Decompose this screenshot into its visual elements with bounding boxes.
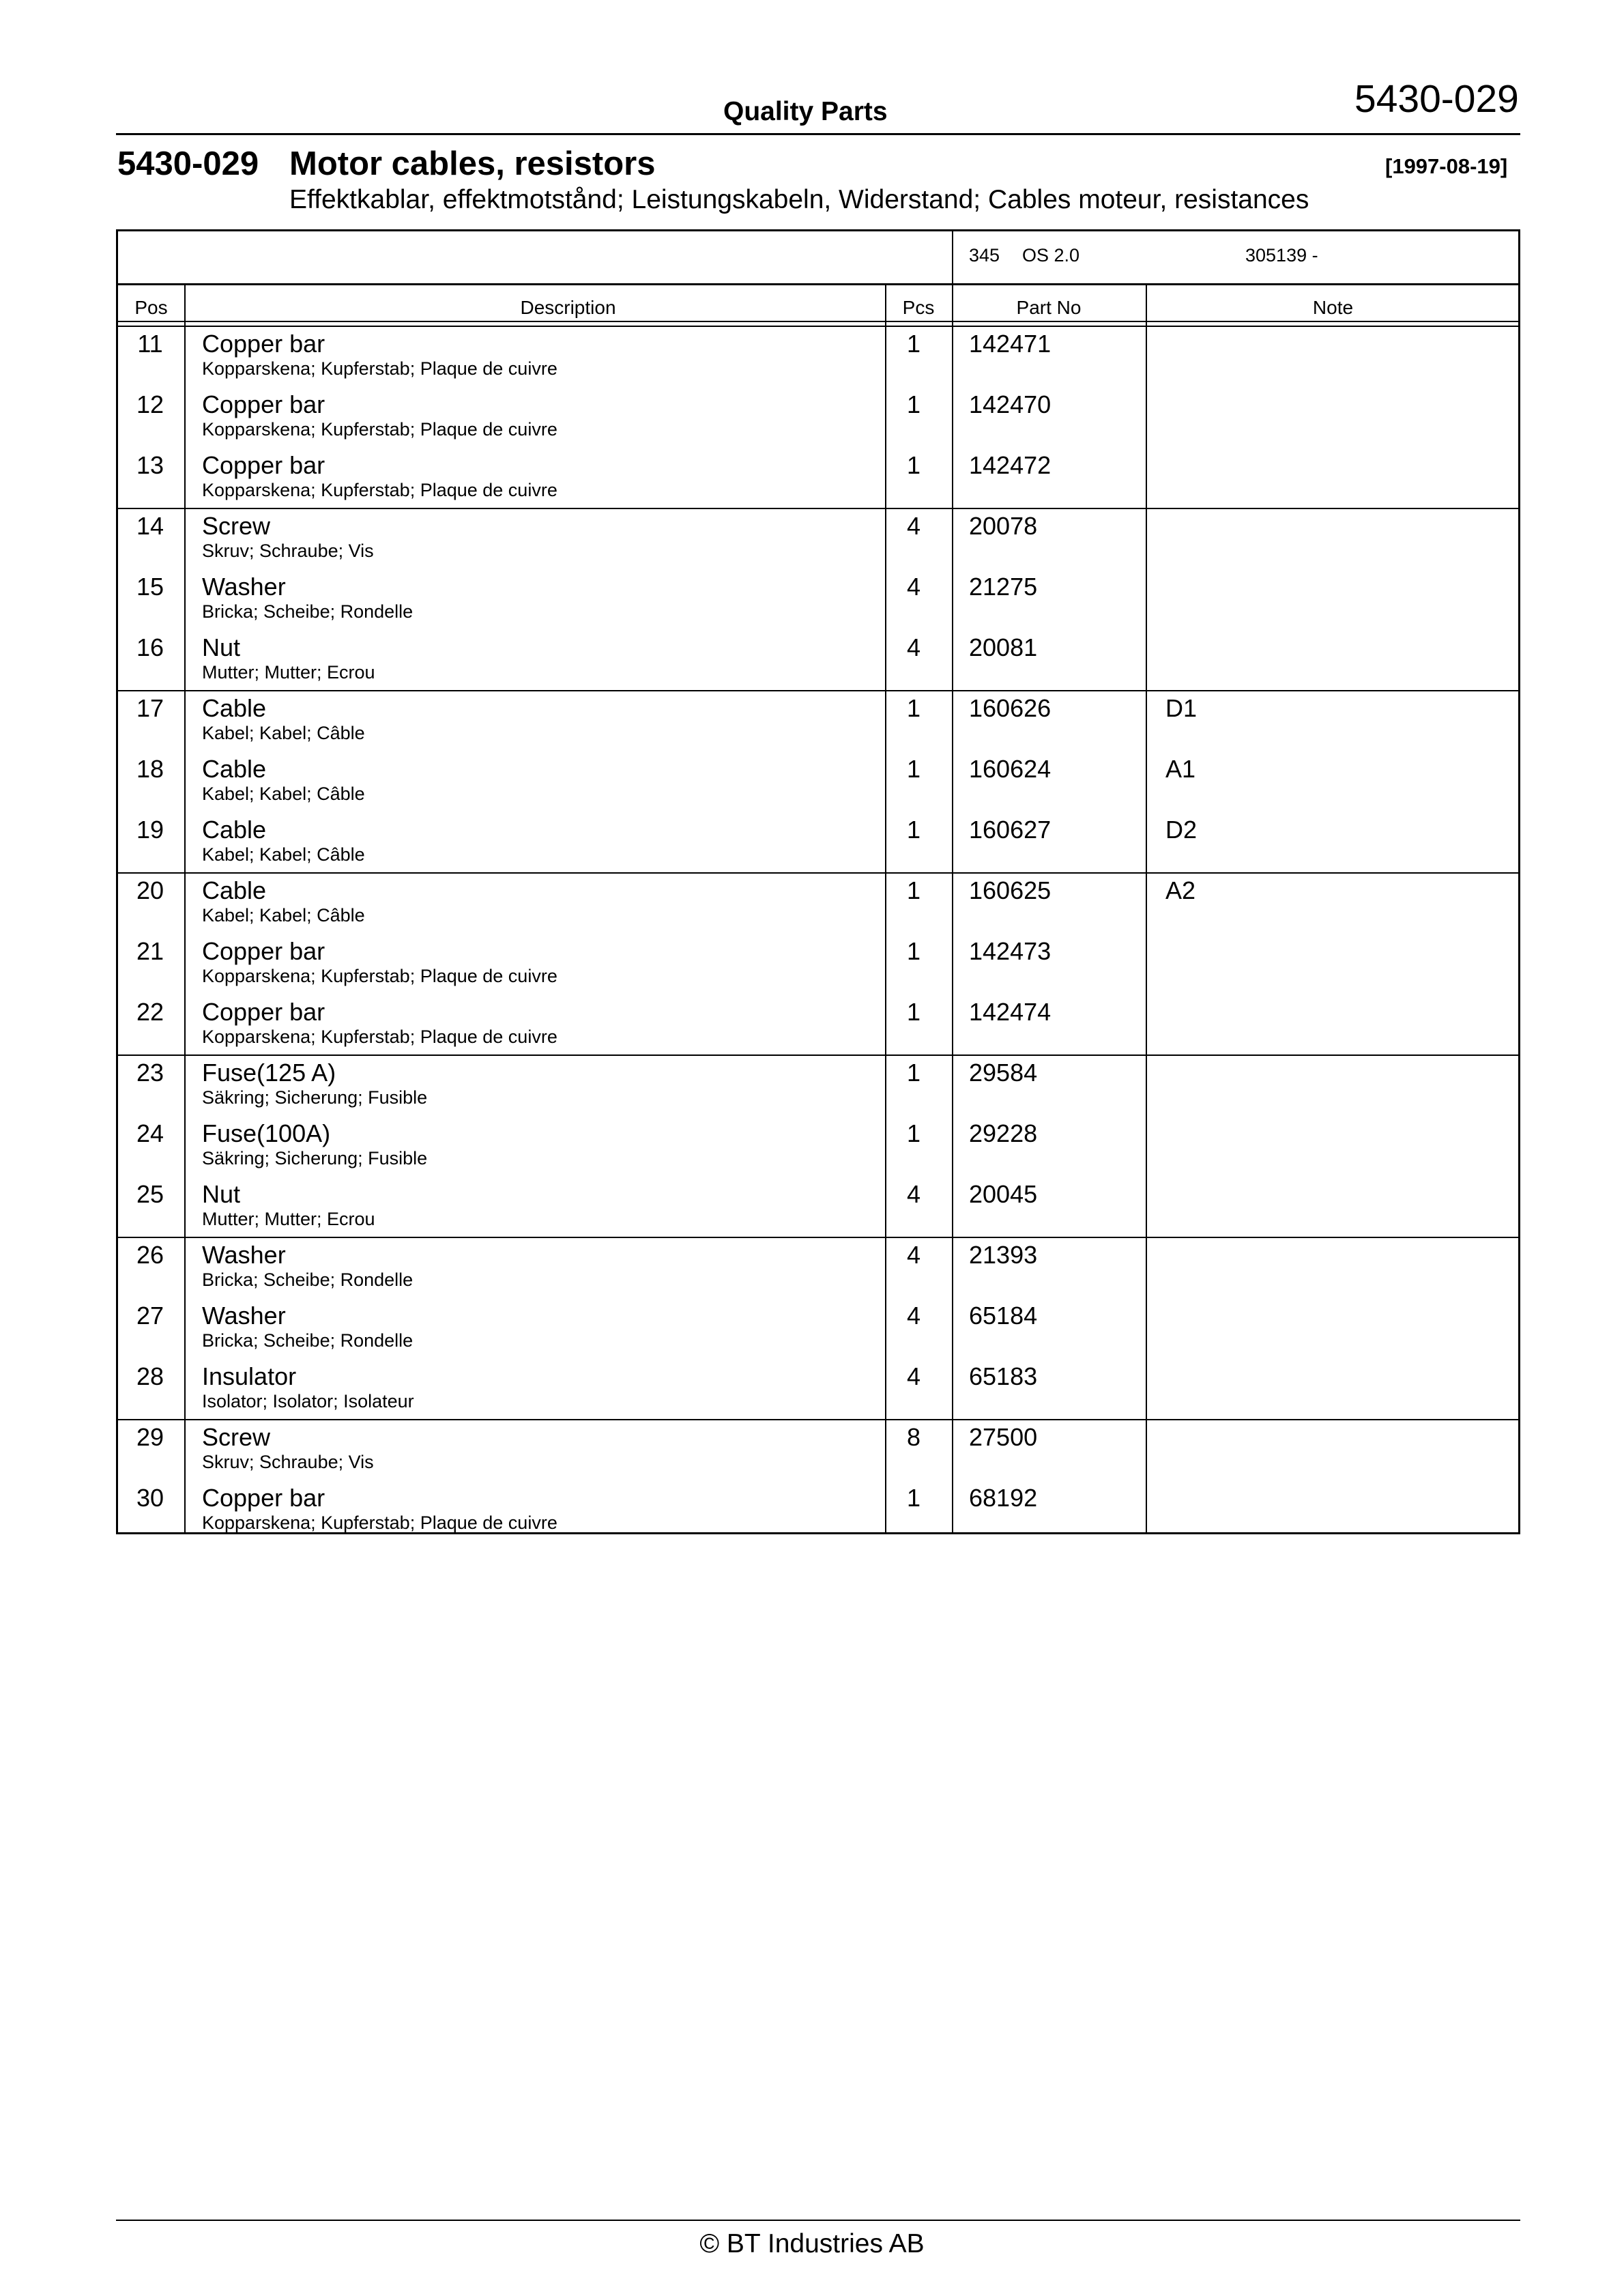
row-note: A1 — [1165, 755, 1196, 783]
row-pos: 15 — [136, 573, 164, 601]
col-divider-pos — [184, 283, 186, 1532]
row-name: Cable — [202, 694, 267, 722]
row-translation: Kabel; Kabel; Câble — [202, 784, 365, 804]
row-name: Copper bar — [202, 390, 325, 418]
col-header-pcs: Pcs — [902, 297, 935, 318]
row-translation: Säkring; Sicherung; Fusible — [202, 1148, 428, 1168]
row-pos: 21 — [136, 937, 164, 965]
group-separator — [118, 690, 1518, 691]
row-name: Washer — [202, 573, 286, 601]
parts-table — [116, 229, 1520, 1534]
row-note: A2 — [1165, 876, 1196, 904]
row-translation: Kabel; Kabel; Câble — [202, 844, 365, 865]
row-part-no: 29228 — [969, 1119, 1038, 1147]
row-pcs: 1 — [907, 1059, 921, 1087]
row-pos: 17 — [136, 694, 164, 722]
row-pos: 16 — [136, 633, 164, 661]
row-translation: Kopparskena; Kupferstab; Plaque de cuivre — [202, 1027, 557, 1047]
row-pcs: 4 — [907, 573, 921, 601]
header-rule-2 — [118, 326, 1518, 327]
row-pos: 28 — [136, 1362, 164, 1390]
group-separator — [118, 1419, 1518, 1420]
row-part-no: 68192 — [969, 1484, 1038, 1512]
page-header-title: Quality Parts — [723, 97, 888, 126]
row-part-no: 27500 — [969, 1423, 1038, 1451]
row-note: D2 — [1165, 816, 1198, 844]
row-name: Screw — [202, 1423, 271, 1451]
row-pcs: 4 — [907, 512, 921, 540]
row-translation: Kopparskena; Kupferstab; Plaque de cuivre — [202, 480, 557, 500]
row-pos: 14 — [136, 512, 164, 540]
row-part-no: 142470 — [969, 390, 1052, 418]
row-name: Insulator — [202, 1362, 297, 1390]
section-subtitle: Effektkablar, effektmotstånd; Leistungskabeln, Widerstand; Cables moteur, resistances — [289, 185, 1309, 214]
row-translation: Bricka; Scheibe; Rondelle — [202, 1330, 414, 1351]
info-model: 345 — [969, 245, 1000, 266]
row-part-no: 142473 — [969, 937, 1052, 965]
row-part-no: 65183 — [969, 1362, 1038, 1390]
row-pcs: 8 — [907, 1423, 921, 1451]
row-part-no: 21275 — [969, 573, 1038, 601]
row-translation: Skruv; Schraube; Vis — [202, 1452, 374, 1472]
row-name: Copper bar — [202, 1484, 325, 1512]
row-translation: Mutter; Mutter; Ecrou — [202, 1209, 375, 1229]
row-translation: Mutter; Mutter; Ecrou — [202, 662, 375, 683]
row-translation: Kabel; Kabel; Câble — [202, 723, 365, 743]
header-rule-1 — [118, 321, 1518, 322]
row-pos: 12 — [136, 390, 164, 418]
group-separator — [118, 1237, 1518, 1238]
row-name: Cable — [202, 876, 267, 904]
row-name: Copper bar — [202, 998, 325, 1026]
row-pos: 13 — [136, 451, 164, 479]
row-translation: Kabel; Kabel; Câble — [202, 905, 365, 925]
group-separator — [118, 508, 1518, 509]
row-pos: 11 — [137, 330, 163, 358]
row-translation: Skruv; Schraube; Vis — [202, 541, 374, 561]
footer-copyright: © BT Industries AB — [699, 2229, 925, 2258]
col-header-part-no: Part No — [1016, 297, 1082, 318]
row-translation: Bricka; Scheibe; Rondelle — [202, 601, 414, 622]
row-name: Nut — [202, 633, 241, 661]
row-pos: 23 — [136, 1059, 164, 1087]
row-pcs: 4 — [907, 1362, 921, 1390]
row-pos: 29 — [136, 1423, 164, 1451]
row-translation: Säkring; Sicherung; Fusible — [202, 1087, 428, 1108]
row-translation: Isolator; Isolator; Isolateur — [202, 1391, 414, 1411]
section-date: [1997-08-19] — [1385, 154, 1508, 178]
info-os: OS 2.0 — [1022, 245, 1080, 266]
info-row-bottom-rule — [118, 283, 1518, 285]
col-divider-description — [885, 283, 886, 1532]
col-header-note: Note — [1312, 297, 1354, 318]
row-translation: Kopparskena; Kupferstab; Plaque de cuivre — [202, 966, 557, 986]
row-pcs: 4 — [907, 633, 921, 661]
row-part-no: 21393 — [969, 1241, 1038, 1269]
row-pcs: 1 — [907, 876, 921, 904]
row-name: Nut — [202, 1180, 241, 1208]
row-translation: Bricka; Scheibe; Rondelle — [202, 1269, 414, 1290]
row-pcs: 1 — [907, 755, 921, 783]
row-part-no: 142471 — [969, 330, 1052, 358]
row-pcs: 1 — [907, 816, 921, 844]
row-pcs: 1 — [907, 1119, 921, 1147]
row-name: Copper bar — [202, 330, 325, 358]
col-divider-pcs — [952, 283, 953, 1532]
row-name: Cable — [202, 816, 267, 844]
row-pcs: 4 — [907, 1241, 921, 1269]
row-part-no: 160625 — [969, 876, 1052, 904]
row-part-no: 29584 — [969, 1059, 1038, 1087]
row-pos: 24 — [136, 1119, 164, 1147]
row-pos: 18 — [136, 755, 164, 783]
row-name: Washer — [202, 1241, 286, 1269]
row-part-no: 160627 — [969, 816, 1052, 844]
row-part-no: 20081 — [969, 633, 1038, 661]
row-part-no: 65184 — [969, 1302, 1038, 1330]
row-part-no: 20045 — [969, 1180, 1038, 1208]
page-header-code: 5430-029 — [1354, 77, 1519, 121]
section-title: Motor cables, resistors — [289, 145, 656, 182]
row-part-no: 160626 — [969, 694, 1052, 722]
col-header-pos: Pos — [134, 297, 168, 318]
row-pos: 22 — [136, 998, 164, 1026]
section-code: 5430-029 — [117, 145, 259, 182]
row-pos: 20 — [136, 876, 164, 904]
row-translation: Kopparskena; Kupferstab; Plaque de cuivre — [202, 1512, 557, 1533]
info-serial: 305139 - — [1245, 245, 1318, 266]
row-part-no: 160624 — [969, 755, 1052, 783]
row-part-no: 142474 — [969, 998, 1052, 1026]
info-divider — [952, 231, 953, 283]
row-pcs: 4 — [907, 1302, 921, 1330]
row-name: Cable — [202, 755, 267, 783]
row-pos: 27 — [136, 1302, 164, 1330]
row-note: D1 — [1165, 694, 1198, 722]
row-pcs: 1 — [907, 937, 921, 965]
row-name: Copper bar — [202, 451, 325, 479]
group-separator — [118, 1054, 1518, 1056]
row-pos: 30 — [136, 1484, 164, 1512]
col-divider-part-no — [1146, 283, 1147, 1532]
row-pcs: 1 — [907, 1484, 921, 1512]
row-part-no: 20078 — [969, 512, 1038, 540]
row-translation: Kopparskena; Kupferstab; Plaque de cuivre — [202, 419, 557, 440]
row-pcs: 1 — [907, 330, 921, 358]
footer-divider — [116, 2220, 1520, 2221]
row-name: Washer — [202, 1302, 286, 1330]
row-translation: Kopparskena; Kupferstab; Plaque de cuivre — [202, 358, 557, 379]
row-pcs: 1 — [907, 451, 921, 479]
row-name: Fuse(100A) — [202, 1119, 331, 1147]
group-separator — [118, 872, 1518, 874]
row-pos: 19 — [136, 816, 164, 844]
row-name: Copper bar — [202, 937, 325, 965]
row-pcs: 1 — [907, 998, 921, 1026]
row-pos: 25 — [136, 1180, 164, 1208]
row-pcs: 1 — [907, 390, 921, 418]
header-divider — [116, 133, 1520, 135]
row-name: Screw — [202, 512, 271, 540]
row-pos: 26 — [136, 1241, 164, 1269]
row-part-no: 142472 — [969, 451, 1052, 479]
row-pcs: 1 — [907, 694, 921, 722]
row-pcs: 4 — [907, 1180, 921, 1208]
row-name: Fuse(125 A) — [202, 1059, 336, 1087]
col-header-description: Description — [520, 297, 616, 318]
